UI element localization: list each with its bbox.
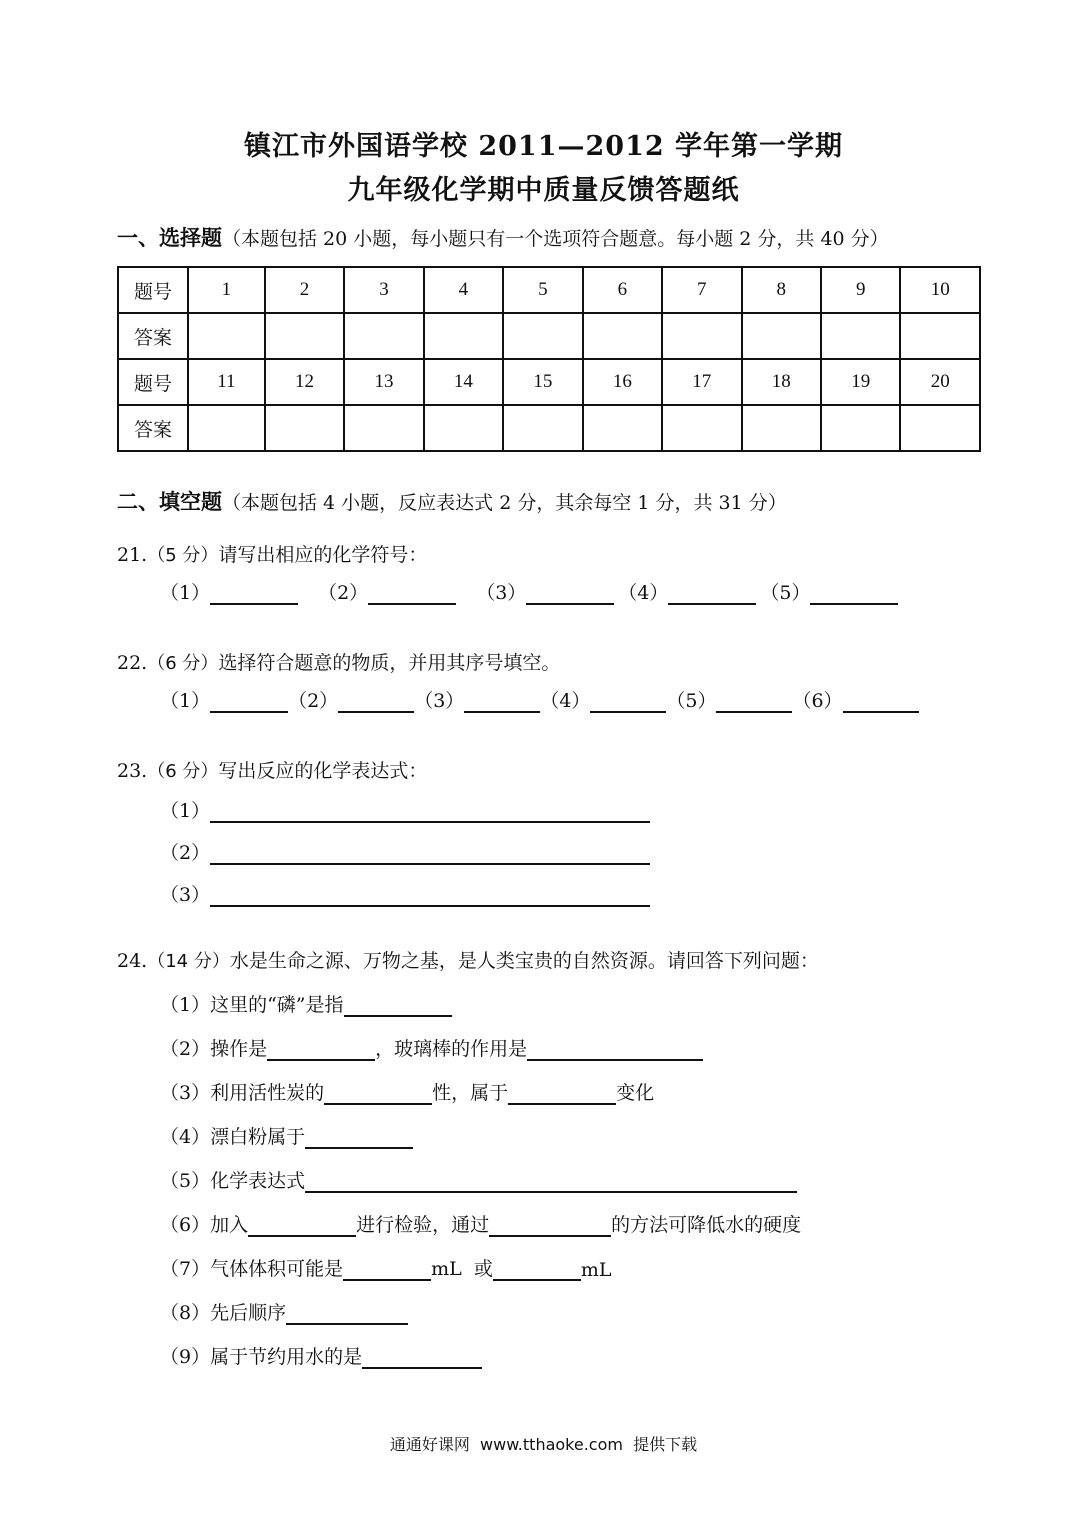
section2-note: （本题包括 4 小题，反应表达式 2 分，其余每空 1 分，共 31 分） [222,492,787,514]
q21-answers [160,578,898,605]
blank-label: （1） [160,690,211,712]
blank-label: （1） [160,800,211,822]
sub-text: 漂白粉属于 [210,1126,306,1148]
answer-blank[interactable] [210,843,650,865]
sub-text: 利用活性炭的 [210,1082,325,1104]
question-number: 5 [503,267,582,313]
blank-label: （4） [160,1126,211,1148]
footer-credit: 通通好课网 www.tthaoke.com 提供下载 [389,1435,698,1454]
q21-number: 21. [117,544,148,566]
blank-label: （5） [160,1170,211,1192]
answer-blank[interactable] [343,1259,431,1281]
answer-cell[interactable] [503,313,582,359]
table-row [118,267,980,313]
table-row [118,359,980,405]
answer-cell[interactable] [188,313,265,359]
blank-label: （5） [760,582,811,604]
q24-sub-9 [160,1342,482,1369]
answer-blank[interactable] [210,801,650,823]
question-number: 3 [344,267,423,313]
answer-blank[interactable] [716,691,792,713]
q24-points: （14 分） [147,951,230,972]
sub-text: 变化 [616,1082,655,1104]
question-number: 18 [742,359,821,405]
answer-blank[interactable] [338,691,414,713]
q24-sub-7 [160,1254,611,1281]
blank-label: （3） [160,884,211,906]
answer-cell[interactable] [344,405,423,451]
blank-label: （3） [414,690,465,712]
blank-label: （9） [160,1346,211,1368]
section2-header [117,486,787,516]
q23-line-1 [160,796,650,823]
question-number: 4 [424,267,503,313]
question-number: 12 [265,359,344,405]
q21-points: （5 分） [147,545,219,566]
question-number: 16 [583,359,662,405]
question-number: 20 [900,359,980,405]
q23-number: 23. [117,760,148,782]
q22-number: 22. [117,652,148,674]
blank-label: （4） [540,690,591,712]
blank-label: （3） [476,582,527,604]
answer-blank[interactable] [324,1083,432,1105]
sub-text: 气体体积可能是 [210,1258,344,1280]
q24-sub-4 [160,1122,413,1149]
answer-cell[interactable] [742,405,821,451]
q23-text: 写出反应的化学表达式： [218,760,428,782]
answer-blank[interactable] [464,691,540,713]
answer-cell[interactable] [424,313,503,359]
q22-points: （6 分） [147,653,219,674]
answer-blank[interactable] [286,1303,408,1325]
answer-blank[interactable] [508,1083,616,1105]
answer-grid [117,266,981,452]
page-subtitle: 九年级化学期中质量反馈答题纸 [347,175,740,206]
q22-text: 选择符合题意的物质，并用其序号填空。 [218,652,561,674]
answer-cell[interactable] [265,313,344,359]
answer-cell[interactable] [900,405,980,451]
blank-label: （2） [318,582,369,604]
section2-heading: 二、填空题 [117,490,222,514]
answer-cell[interactable] [344,313,423,359]
q24-stem [117,946,819,973]
q24-sub-1 [160,990,452,1017]
question-number: 19 [821,359,900,405]
sub-text: 属于节约用水的是 [210,1346,363,1368]
answer-cell[interactable] [583,405,662,451]
blank-label: （2） [288,690,339,712]
answer-blank[interactable] [210,583,298,605]
question-number: 7 [662,267,741,313]
answer-blank[interactable] [305,1127,413,1149]
sub-text: 先后顺序 [210,1302,287,1324]
q24-number: 24. [117,950,148,972]
section1-heading: 一、选择题 [117,226,222,250]
answer-blank[interactable] [305,1171,797,1193]
blank-label: （2） [160,1038,211,1060]
answer-cell[interactable] [900,313,980,359]
blank-label: （6） [160,1214,211,1236]
answer-cell[interactable] [821,313,900,359]
row-label-answer: 答案 [118,313,188,359]
q24-sub-2 [160,1034,703,1061]
q23-points: （6 分） [147,761,219,782]
blank-label: （6） [792,690,843,712]
sub-text: 的方法可降低水的硬度 [611,1214,802,1236]
blank-label: （1） [160,582,211,604]
answer-cell[interactable] [503,405,582,451]
answer-blank[interactable] [493,1259,581,1281]
section1-header [117,222,889,252]
answer-cell[interactable] [188,405,265,451]
answer-cell[interactable] [662,313,741,359]
answer-blank[interactable] [668,583,756,605]
answer-blank[interactable] [527,1039,703,1061]
sub-text: mL [580,1259,612,1281]
answer-blank[interactable] [267,1039,375,1061]
q22-stem [117,648,560,675]
q23-line-2 [160,838,650,865]
question-number: 8 [742,267,821,313]
table-row [118,405,980,451]
q24-sub-5 [160,1166,797,1193]
question-number: 10 [900,267,980,313]
sub-text: ，玻璃棒的作用是 [375,1038,528,1060]
answer-cell[interactable] [742,313,821,359]
question-number: 13 [344,359,423,405]
table-row [118,313,980,359]
q22-answers [160,686,919,713]
blank-label: （5） [666,690,717,712]
answer-blank[interactable] [344,995,452,1017]
answer-blank[interactable] [843,691,919,713]
q21-stem [117,540,427,567]
blank-label: （8） [160,1302,211,1324]
row-label-answer: 答案 [118,405,188,451]
question-number: 11 [188,359,265,405]
q21-text: 请写出相应的化学符号： [218,544,428,566]
question-number: 6 [583,267,662,313]
q24-sub-8 [160,1298,408,1325]
answer-blank[interactable] [489,1215,611,1237]
question-number: 14 [424,359,503,405]
answer-blank[interactable] [210,885,650,907]
blank-label: （1） [160,994,211,1016]
q23-stem [117,756,427,783]
answer-blank[interactable] [210,691,288,713]
q24-sub-3 [160,1078,654,1105]
sub-text: 操作是 [210,1038,268,1060]
blank-label: （4） [618,582,669,604]
answer-cell[interactable] [583,313,662,359]
q24-sub-6 [160,1210,801,1237]
sub-text: 这里的“磷”是指 [210,994,344,1016]
page-title: 镇江市外国语学校 2011—2012 学年第一学期 [243,131,844,162]
row-label-number: 题号 [118,359,188,405]
question-number: 2 [265,267,344,313]
question-number: 9 [821,267,900,313]
answer-cell[interactable] [424,405,503,451]
answer-blank[interactable] [526,583,614,605]
answer-cell[interactable] [265,405,344,451]
answer-blank[interactable] [248,1215,356,1237]
blank-label: （2） [160,842,211,864]
answer-cell[interactable] [821,405,900,451]
blank-label: （7） [160,1258,211,1280]
sub-text: 化学表达式 [210,1170,306,1192]
sub-text: 性，属于 [432,1082,509,1104]
sub-text: mL 或 [431,1258,493,1280]
section1-note: （本题包括 20 小题，每小题只有一个选项符合题意。每小题 2 分，共 40 分） [222,228,889,250]
q23-line-3 [160,880,650,907]
row-label-number: 题号 [118,267,188,313]
answer-cell[interactable] [662,405,741,451]
question-number: 1 [188,267,265,313]
blank-label: （3） [160,1082,211,1104]
sub-text: 进行检验，通过 [356,1214,490,1236]
answer-blank[interactable] [810,583,898,605]
answer-blank[interactable] [368,583,456,605]
question-number: 17 [662,359,741,405]
q24-text: 水是生命之源、万物之基，是人类宝贵的自然资源。请回答下列问题： [229,950,819,972]
question-number: 15 [503,359,582,405]
sub-text: 加入 [210,1214,249,1236]
answer-blank[interactable] [362,1347,482,1369]
answer-blank[interactable] [590,691,666,713]
